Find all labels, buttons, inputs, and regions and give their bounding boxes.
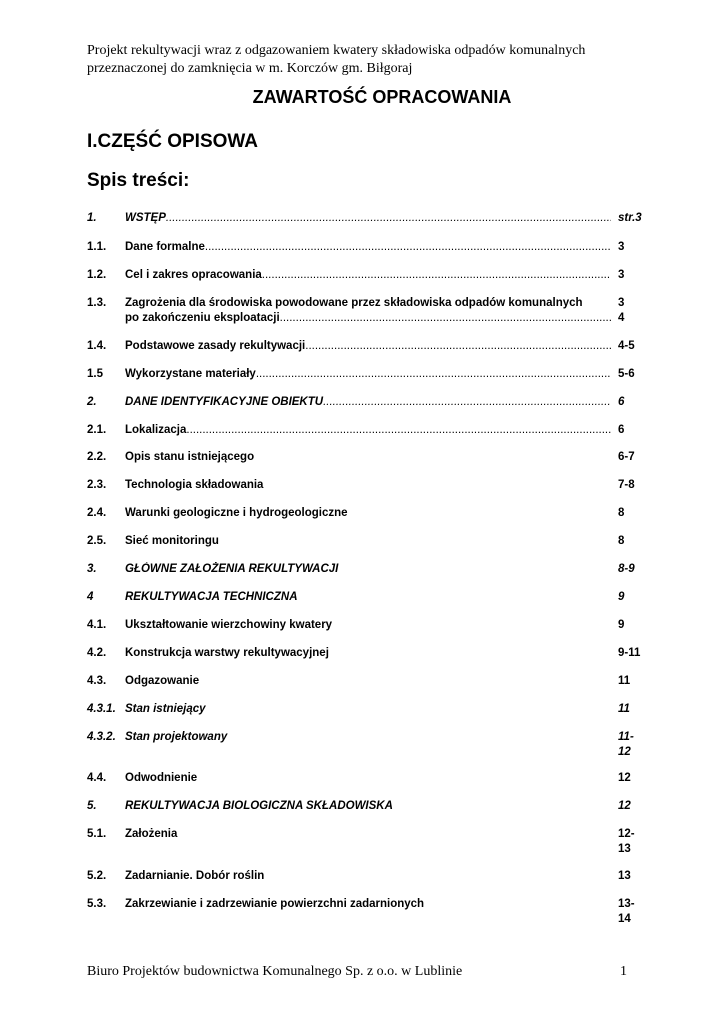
toc-number: 5.: [87, 800, 97, 812]
toc-title: Sieć monitoringu: [125, 535, 219, 547]
toc-title-line-1: Zagrożenia dla środowiska powodowane przez składowiska odpadów komunalnych: [125, 297, 583, 309]
main-title: ZAWARTOŚĆ OPRACOWANIA: [252, 87, 512, 107]
toc-number: 2.4.: [87, 507, 107, 519]
document-footer: [87, 964, 627, 980]
toc-page: 6: [618, 396, 625, 408]
toc-page: 8: [618, 507, 625, 519]
toc-number: 2.1.: [87, 424, 107, 436]
document-header: [87, 42, 647, 78]
toc-page: 13: [618, 870, 631, 882]
toc-number: 1.: [87, 212, 97, 224]
toc-title: Odgazowanie: [125, 675, 200, 687]
toc-number: 1.5: [87, 368, 103, 380]
toc-title: Założenia: [125, 828, 178, 840]
toc-number: 2.2.: [87, 451, 107, 463]
toc-title: Stan istniejący: [125, 703, 206, 715]
toc-title: Lokalizacja .....: [125, 423, 611, 438]
toc-page: 3 4: [618, 297, 625, 324]
toc-page: 12: [618, 772, 631, 784]
toc-page: 4-5: [618, 340, 635, 352]
toc-number: 4.3.2.: [87, 731, 116, 743]
toc-title: [125, 296, 611, 326]
toc-title: Podstawowe zasady rekultywacji .....: [125, 339, 611, 354]
toc-page: 3: [618, 269, 625, 281]
toc-title: REKULTYWACJA BIOLOGICZNA SKŁADOWISKA: [125, 800, 393, 812]
toc-title: Konstrukcja warstwy rekultywacyjnej: [125, 647, 329, 659]
toc-title: Wykorzystane materiały .....: [125, 367, 611, 382]
toc-title-line-2: po zakończeniu eksploatacji .....: [125, 311, 611, 326]
page-number: 1: [620, 964, 627, 979]
toc-number: 2.: [87, 396, 97, 408]
toc-title: Odwodnienie: [125, 772, 198, 784]
toc-title: Opis stanu istniejącego: [125, 451, 255, 463]
toc-page: 5-6: [618, 368, 635, 380]
toc-number: 2.3.: [87, 479, 107, 491]
toc-number: 4: [87, 591, 94, 603]
toc-page: str.3: [618, 212, 642, 224]
toc-heading: Spis treści:: [87, 170, 190, 191]
toc-title: REKULTYWACJA TECHNICZNA: [125, 591, 298, 603]
toc-page: 12: [618, 800, 631, 812]
toc-page: 3: [618, 241, 625, 253]
toc-title: GŁÓWNE ZAŁOŻENIA REKULTYWACJI: [125, 563, 339, 575]
toc-page: 6-7: [618, 451, 635, 463]
toc-number: 5.1.: [87, 828, 107, 840]
footer-text: Biuro Projektów budownictwa Komunalnego Sp. z o.o. w Lublinie: [87, 964, 463, 979]
toc-title: Dane formalne .....: [125, 240, 611, 255]
header-line-1: Projekt rekultywacji wraz z odgazowaniem kwatery składowiska odpadów komunalnych: [87, 43, 586, 58]
toc-page: 6: [618, 424, 625, 436]
toc-page: 11- 12: [618, 731, 634, 758]
toc-number: 2.5.: [87, 535, 107, 547]
toc-page: 13- 14: [618, 898, 635, 925]
toc-number: 4.2.: [87, 647, 107, 659]
toc-number: 1.2.: [87, 269, 107, 281]
toc-page: 8-9: [618, 563, 635, 575]
toc-title: Zakrzewianie i zadrzewianie powierzchni zadarnionych: [125, 898, 425, 910]
toc-page: 12- 13: [618, 828, 635, 855]
toc-title: WSTĘP .....: [125, 211, 611, 226]
toc-page: 11: [618, 675, 631, 687]
toc-title: Warunki geologiczne i hydrogeologiczne: [125, 507, 348, 519]
toc-number: 1.3.: [87, 297, 107, 309]
toc-title: Stan projektowany: [125, 731, 228, 743]
toc-title: DANE IDENTYFIKACYJNE OBIEKTU .....: [125, 395, 611, 410]
toc-number: 4.1.: [87, 619, 107, 631]
toc-page: 9: [618, 591, 625, 603]
toc-number: 1.4.: [87, 340, 107, 352]
toc-title: Ukształtowanie wierzchowiny kwatery: [125, 619, 333, 631]
toc-page: 11: [618, 703, 630, 715]
toc-title: Zadarnianie. Dobór roślin: [125, 870, 265, 882]
toc-page: 9: [618, 619, 625, 631]
toc-title: Technologia składowania: [125, 479, 264, 491]
toc-number: 4.3.: [87, 675, 107, 687]
toc-page: 9-11: [618, 647, 641, 659]
toc-title: Cel i zakres opracowania .....: [125, 268, 611, 283]
toc-number: 5.3.: [87, 898, 107, 910]
toc-page: 8: [618, 535, 625, 547]
toc-number: 4.4.: [87, 772, 107, 784]
toc-number: 3.: [87, 563, 97, 575]
header-line-2: przeznaczonej do zamknięcia w m. Korczów gm. Biłgoraj: [87, 61, 413, 76]
toc-number: 4.3.1.: [87, 703, 116, 715]
toc-page: 7-8: [618, 479, 635, 491]
section-title: I.CZĘŚĆ OPISOWA: [87, 131, 259, 152]
toc-number: 1.1.: [87, 241, 107, 253]
toc-number: 5.2.: [87, 870, 107, 882]
